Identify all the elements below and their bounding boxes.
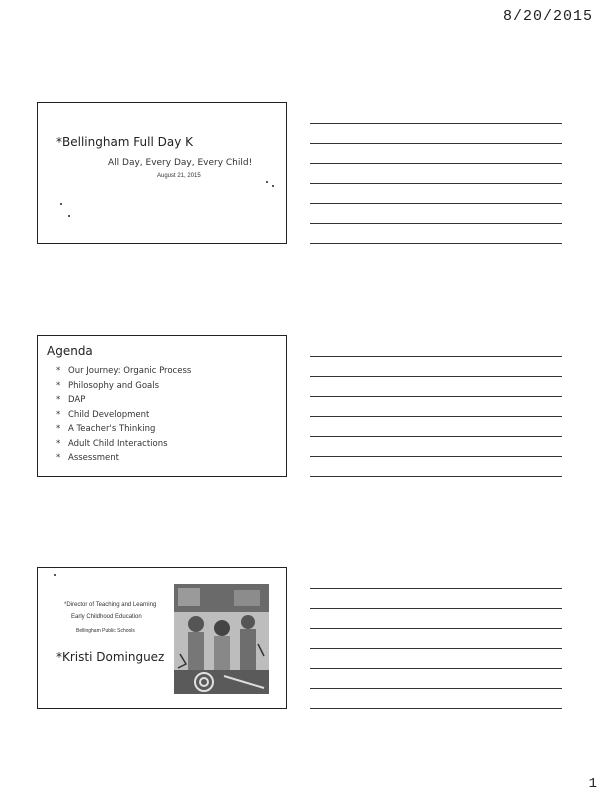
page-number: 1: [588, 776, 597, 792]
note-line: [310, 569, 562, 589]
note-line: [310, 397, 562, 417]
bullet-icon: *: [56, 409, 61, 420]
agenda-list: [56, 364, 191, 466]
agenda-item: * Assessment: [56, 451, 191, 466]
note-line: [310, 417, 562, 437]
note-line: [310, 224, 562, 244]
bullet-icon: *: [56, 380, 61, 391]
scan-speck: [266, 181, 268, 183]
bullet-icon: *: [56, 438, 61, 449]
note-line: [310, 437, 562, 457]
slide-1-date: August 21, 2015: [157, 173, 201, 179]
slide-1-subtitle: All Day, Every Day, Every Child!: [108, 158, 253, 168]
note-line: [310, 144, 562, 164]
scan-speck: [54, 574, 56, 576]
note-line: [310, 164, 562, 184]
note-line: [310, 337, 562, 357]
note-line: [310, 104, 562, 124]
bullet-icon: *: [56, 424, 61, 434]
note-line: [310, 589, 562, 609]
scan-speck: [60, 203, 62, 205]
note-line: [310, 669, 562, 689]
print-date: 8/20/2015: [502, 8, 593, 25]
presenter-title: *Director of Teaching and Learning: [64, 602, 157, 608]
presenter-department: Early Childhood Education: [71, 614, 142, 620]
note-line: [310, 357, 562, 377]
note-line: [310, 689, 562, 709]
note-line: [310, 457, 562, 477]
bullet-icon: *: [56, 395, 61, 405]
agenda-item: * Our Journey: Organic Process: [56, 364, 191, 379]
note-line: [310, 629, 562, 649]
agenda-item: * A Teacher's Thinking: [56, 422, 191, 437]
note-line: [310, 377, 562, 397]
agenda-item: * Child Development: [56, 408, 191, 423]
agenda-item: * DAP: [56, 393, 191, 408]
agenda-heading: Agenda: [47, 344, 93, 358]
slide-1-note-lines: [310, 104, 562, 244]
bullet-icon: *: [56, 366, 61, 376]
note-line: [310, 609, 562, 629]
slide-3-note-lines: [310, 569, 562, 709]
slide-3-presenter: [37, 567, 287, 709]
note-line: [310, 649, 562, 669]
slide-1-heading: *Bellingham Full Day K: [56, 135, 194, 149]
slide-2-note-lines: [310, 337, 562, 477]
note-line: [310, 204, 562, 224]
group-photo-icon: [174, 584, 269, 694]
bullet-icon: *: [56, 453, 61, 463]
slide-1-title: [37, 102, 287, 244]
agenda-item: * Adult Child Interactions: [56, 437, 191, 452]
agenda-item: * Philosophy and Goals: [56, 379, 191, 394]
scan-speck: [68, 215, 70, 217]
presenter-organization: Bellingham Public Schools: [76, 628, 135, 634]
scan-speck: [272, 185, 274, 187]
note-line: [310, 184, 562, 204]
slide-2-agenda: [37, 335, 287, 477]
note-line: [310, 124, 562, 144]
presenter-name: *Kristi Dominguez: [56, 650, 165, 664]
